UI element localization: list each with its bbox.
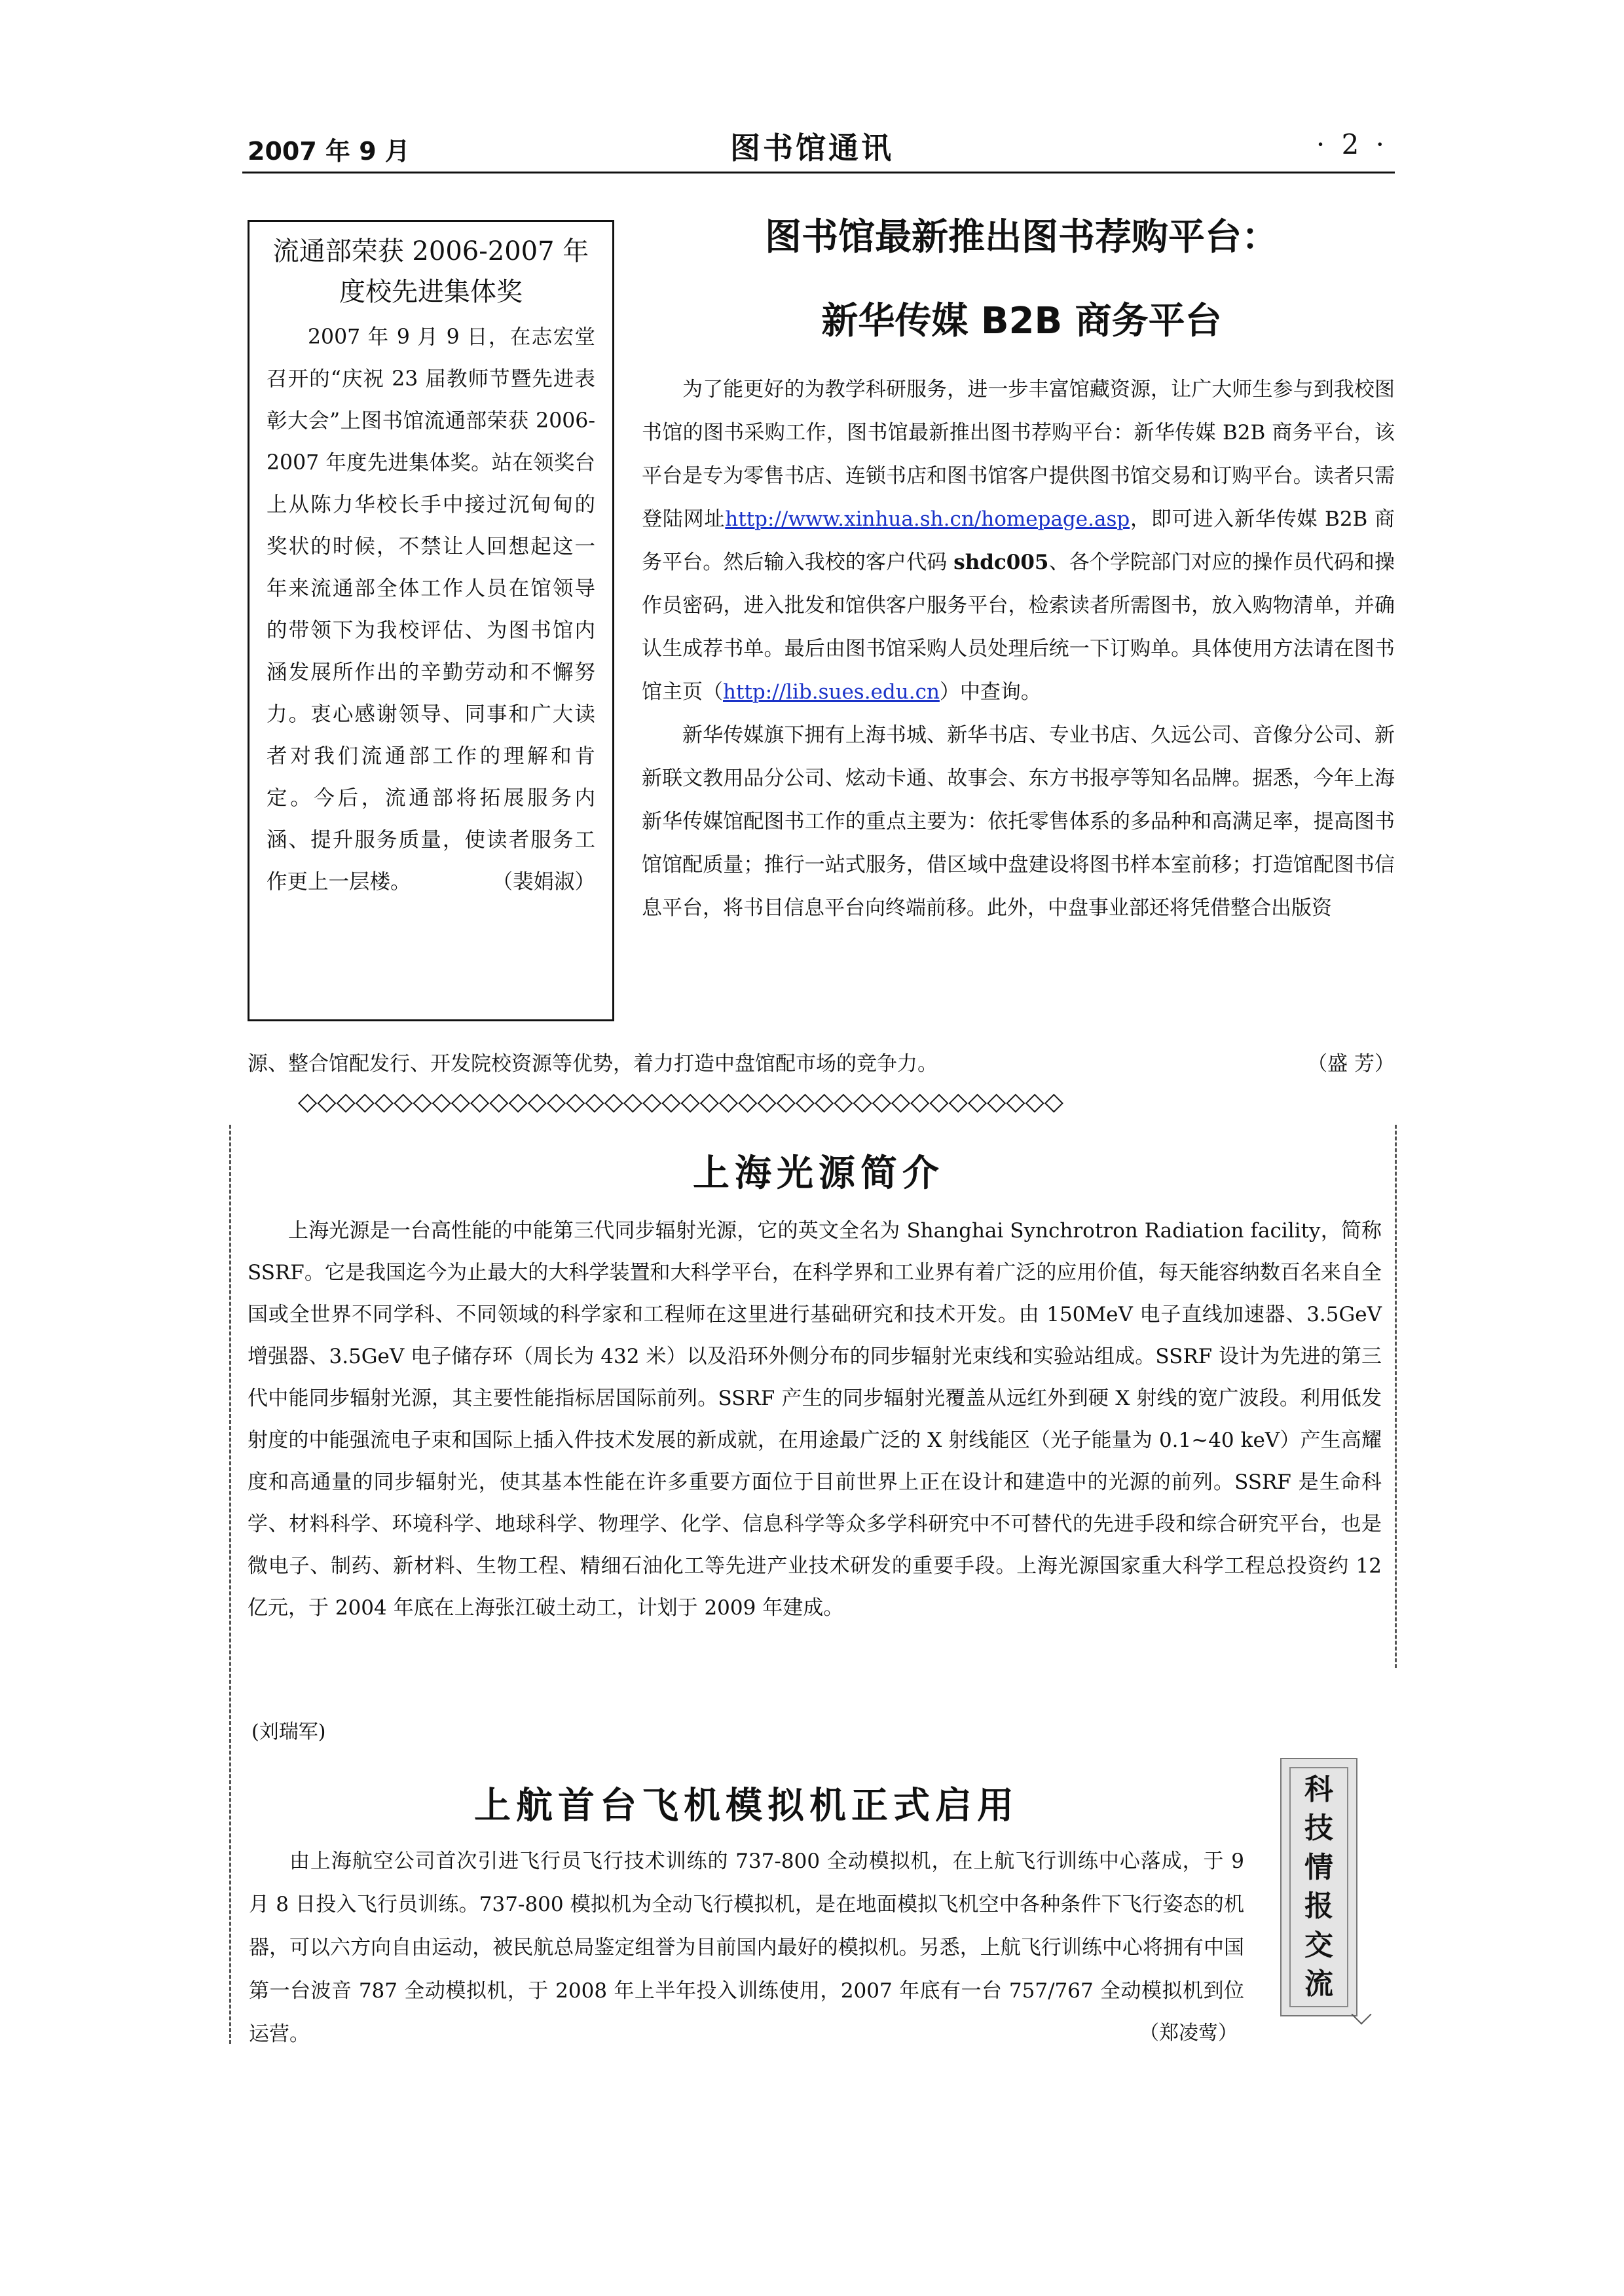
column-label-char: 流: [1304, 1967, 1333, 2001]
column-label-box: [1280, 1758, 1357, 2016]
simulator-article-author: （郑凌莺）: [1139, 2022, 1238, 2045]
award-article-box: [248, 220, 614, 1021]
b2b-article-body: [642, 368, 1395, 930]
award-article-author: （裴娟淑）: [492, 870, 595, 894]
simulator-article-body: 由上海航空公司首次引进飞行员飞行技术训练的 737-800 全动模拟机，在上航飞行训练中心落成，于 9 月 8 日投入飞行员训练。737-800 模拟机为全动飞行模拟机，是在地面模拟飞机空中各种条件下飞行姿态的机器，可以六方向自由运动，被民航总局鉴定组誉为目前国内最好的模拟机。另悉，上航飞行训练中心将拥有中国第一台波音 787 全动模拟机，于 2008 年上半年投入训练使用，2007 年底有一台 757/767 全动模拟机到位运营。: [249, 1850, 1244, 2046]
b2b-article-paragraph-2: 新华传媒旗下拥有上海书城、新华书店、专业书店、久远公司、音像分公司、新新联文教用品分公司、炫动卡通、故事会、东方书报亭等知名品牌。据悉，今年上海新华传媒馆配图书工作的重点主要为：依托零售体系的多品种和高满足率，提高图书馆馆配质量；推行一站式服务，借区域中盘建设将图书样本室前移；打造馆配图书信息平台，将书目信息平台向终端前移。此外，中盘事业部还将凭借整合出版资: [642, 723, 1395, 920]
award-article-title: 流通部荣获 2006-2007 年度校先进集体奖: [272, 236, 589, 307]
award-article-body: 2007 年 9 月 9 日，在志宏堂召开的“庆祝 23 届教师节暨先进表彰大会”上图书馆流通部荣获 2006-2007 年度先进集体奖。站在领奖台上从陈力华校长手中接过沉甸甸的奖状的时候，不禁让人回想起这一年来流通部全体工作人员在馆领导的带领下为我校评估、为图书馆内涵发展所作出的辛勤劳动和不懈努力。衷心感谢领导、同事和广大读者对我们流通部工作的理解和肯定。今后，流通部将拓展服务内涵、提升服务质量，使读者服务工作更上一层楼。 （裴娟淑）: [267, 316, 595, 903]
diamond-separator: ◇◇◇◇◇◇◇◇◇◇◇◇◇◇◇◇◇◇◇◇◇◇◇◇◇◇◇◇◇◇◇◇◇◇◇◇◇◇◇◇: [298, 1087, 1063, 1116]
b2b-article-paragraph-1: 为了能更好的为教学科研服务，进一步丰富馆藏资源，让广大师生参与到我校图书馆的图书采购工作，图书馆最新推出图书荐购平台：新华传媒 B2B 商务平台，该平台是专为零售书店、连锁书店和图书馆客户提供图书馆交易和订购平台。读者只需登陆网址http://www.xinhua.sh.cn/homepage.asp，即可进入新华传媒 B2B 商务平台。然后输入我校的客户代码 shdc005、各个学院部门对应的操作员代码和操作员密码，进入批发和馆供客户服务平台，检索读者所需图书，放入购物清单，并确认生成荐书单。最后由图书馆采购人员处理后统一下订购单。具体使用方法请在图书馆主页（http://lib.sues.edu.cn）中查询。: [642, 378, 1395, 704]
b2b-article-author: （盛 芳）: [1307, 1052, 1395, 1076]
simulator-article-title: 上航首台飞机模拟机正式启用: [474, 1784, 1019, 1827]
column-label-char: 报: [1304, 1889, 1333, 1923]
issue-date: 2007 年 9 月: [248, 137, 410, 166]
column-label-char: 交: [1304, 1928, 1333, 1962]
b2b-article-title-line2: 新华传媒 B2B 商务平台: [821, 300, 1222, 342]
dashed-frame-right: [1395, 1125, 1397, 1668]
ssrf-article-body: 上海光源是一台高性能的中能第三代同步辐射光源，它的英文全名为 Shanghai Synchrotron Radiation facility，简称 SSRF。它是我国迄今为止最大的大科学装置和大科学平台，在科学界和工业界有着广泛的应用价值，每天能容纳数百名来自全国或全世界不同学科、不同领域的科学家和工程师在这里进行基础研究和技术开发。由 150MeV 电子直线加速器、3.5GeV 增强器、3.5GeV 电子储存环（周长为 432 米）以及沿环外侧分布的同步辐射光束线和实验站组成。SSRF 设计为先进的第三代中能同步辐射光源，其主要性能指标居国际前列。SSRF 产生的同步辐射光覆盖从远红外到硬 X 射线的宽广波段。利用低发射度的中能强流电子束和国际上插入件技术发展的新成就，在用途最广泛的 X 射线能区（光子能量为 0.1~40 keV）产生高耀度和高通量的同步辐射光，使其基本性能在许多重要方面位于目前世界上正在设计和建造中的光源的前列。SSRF 是生命科学、材料科学、环境科学、地球科学、物理学、化学、信息科学等众多学科研究中不可替代的先进手段和综合研究平台，也是微电子、制药、新材料、生物工程、精细石油化工等先进产业技术研发的重要手段。上海光源国家重大科学工程总投资约 12 亿元，于 2004 年底在上海张江破土动工，计划于 2009 年建成。: [248, 1219, 1382, 1620]
column-label-inner: [1289, 1767, 1348, 2007]
ssrf-article-title: 上海光源简介: [693, 1152, 944, 1195]
column-label-char: 科: [1304, 1773, 1333, 1806]
page-number: · 2 ·: [1316, 128, 1388, 160]
b2b-article-tail: 源、整合馆配发行、开发院校资源等优势，着力打造中盘馆配市场的竞争力。 （盛 芳）: [248, 1042, 1395, 1085]
column-label-char: 技: [1304, 1812, 1333, 1846]
newsletter-title: 图书馆通讯: [730, 130, 894, 166]
xinhua-link[interactable]: http://www.xinhua.sh.cn/homepage.asp: [725, 507, 1130, 531]
column-label-char: 情: [1304, 1850, 1333, 1884]
b2b-article-title-line1: 图书馆最新推出图书荐购平台：: [765, 216, 1278, 259]
dashed-frame-left: [229, 1125, 231, 2044]
customer-code: shdc005: [953, 551, 1049, 574]
ssrf-article-author: (刘瑞军): [251, 1721, 326, 1743]
library-homepage-link[interactable]: http://lib.sues.edu.cn: [723, 680, 940, 704]
header-rule: [242, 172, 1395, 173]
